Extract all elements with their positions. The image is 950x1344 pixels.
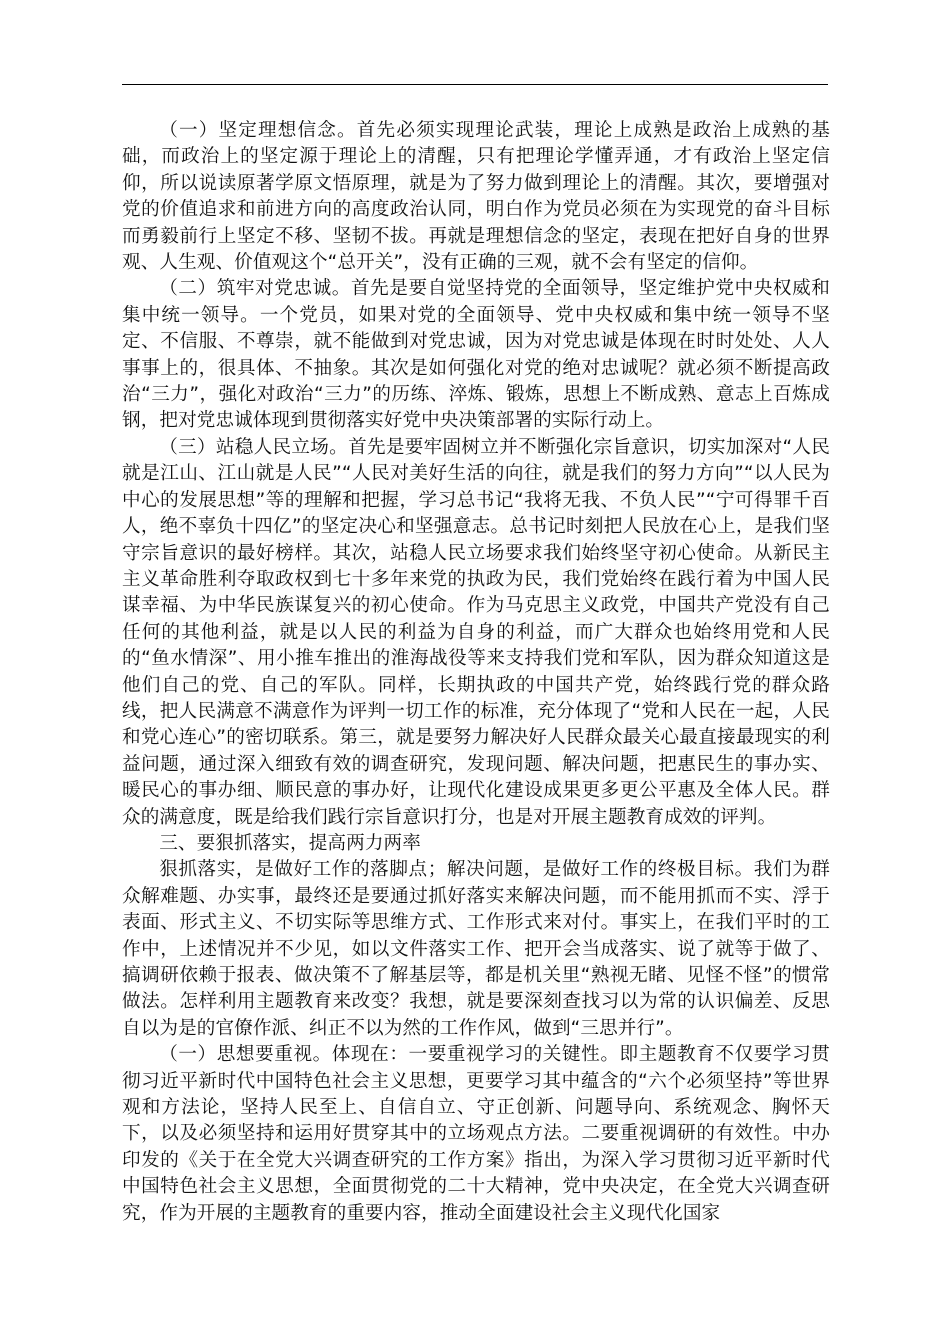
paragraph-ideals: （一）坚定理想信念。首先必须实现理论武装，理论上成熟是政治上成熟的基础，而政治上的坚定源于理论上的清醒，只有把理论学懂弄通，才有政治上坚定信仰，所以说读原著学原文悟原理，就是为了努力做到理论上的清醒。其次，要增强对党的价值追求和前进方向的高度政治认同，明白作为党员必须在为实现党的奋斗目标而勇毅前行上坚定不移、坚韧不拔。再就是理想信念的坚定，表现在把好自身的世界观、人生观、价值观这个“总开关”，没有正确的三观，就不会有坚定的信仰。 bbox=[122, 120, 830, 274]
section-heading: 三、要狠抓落实，提高两力两率 bbox=[159, 832, 421, 854]
paragraph-people-stance: （三）站稳人民立场。首先是要牢固树立并不断强化宗旨意识，切实加深对“人民就是江山、江山就是人民”“人民对美好生活的向往，就是我们的努力方向”“以人民为中心的发展思想”等的理解和把握，学习总书记“我将无我、不负人民”“宁可得罪千百人，绝不辜负十四亿”的坚定决心和坚强意志。总书记时刻把人民放在心上，是我们坚守宗旨意识的最好榜样。其次，站稳人民立场要求我们始终坚守初心使命。从新民主主义革命胜利夺取政权到七十多年来党的执政为民，我们党始终在践行着为中国人民谋幸福、为中华民族谋复兴的初心使命。作为马克思主义政党，中国共产党没有自己任何的其他利益，就是以人民的利益为自身的利益，而广大群众也始终用党和人民的“鱼水情深”、用小推车推出的淮海战役等来支持我们党和军队，因为群众知道这是他们自己的党、自己的军队。同样，长期执政的中国共产党，始终践行党的群众路线，把人民满意不满意作为评判一切工作的标准，充分体现了“党和人民在一起，人民和党心连心”的密切联系。第三，就是要努力解决好人民群众最关心最直接最现实的利益问题，通过深入细致有效的调查研究，发现问题、解决问题，把惠民生的事办实、暖民心的事办细、顺民意的事办好，让现代化建设成果更多更公平惠及全体人民。群众的满意度，既是给我们践行宗旨意识打分，也是对开展主题教育成效的评判。 bbox=[122, 436, 830, 828]
paragraph-loyalty: （二）筑牢对党忠诚。首先是要自觉坚持党的全面领导，坚定维护党中央权威和集中统一领导。一个党员，如果对党的全面领导、党中央权威和集中统一领导不坚定、不信服、不尊崇，就不能做到对党忠诚，因为对党忠诚是体现在时时处处、人人事事上的，很具体、不抽象。其次是如何强化对党的绝对忠诚呢？就必须不断提高政治“三力”，强化对政治“三力”的历练、淬炼、锻炼，思想上不断成熟、意志上百炼成钢，把对党忠诚体现到贯彻落实好党中央决策部署的实际行动上。 bbox=[122, 278, 830, 432]
paragraph-thought-emphasis: （一）思想要重视。体现在：一要重视学习的关键性。即主题教育不仅要学习贯彻习近平新时代中国特色社会主义思想，更要学习其中蕴含的“六个必须坚持”等世界观和方法论，坚持人民至上、自信自立、守正创新、问题导向、系统观念、胸怀天下，以及必须坚持和运用好贯穿其中的立场观点方法。二要重视调研的有效性。中办印发的《关于在全党大兴调查研究的工作方案》指出，为深入学习贯彻习近平新时代中国特色社会主义思想，全面贯彻党的二十大精神，党中央决定，在全党大兴调查研究，作为开展的主题教育的重要内容，推动全面建设社会主义现代化国家 bbox=[122, 1044, 830, 1224]
document-body bbox=[122, 118, 830, 1227]
paragraph-implementation: 狠抓落实，是做好工作的落脚点；解决问题，是做好工作的终极目标。我们为群众解难题、办实事，最终还是要通过抓好落实来解决问题，而不能用抓而不实、浮于表面、形式主义、不切实际等思维方式、工作形式来对付。事实上，在我们平时的工作中，上述情况并不少见，如以文件落实工作、把开会当成落实、说了就等于做了、搞调研依赖于报表、做决策不了解基层等，都是机关里“熟视无睹、见怪不怪”的惯常做法。怎样利用主题教育来改变？我想，就是要深刻查找习以为常的认识偏差、反思自以为是的官僚作派、纠正不以为然的工作作风，做到“三思并行”。 bbox=[122, 859, 830, 1039]
header-rule bbox=[122, 84, 828, 85]
